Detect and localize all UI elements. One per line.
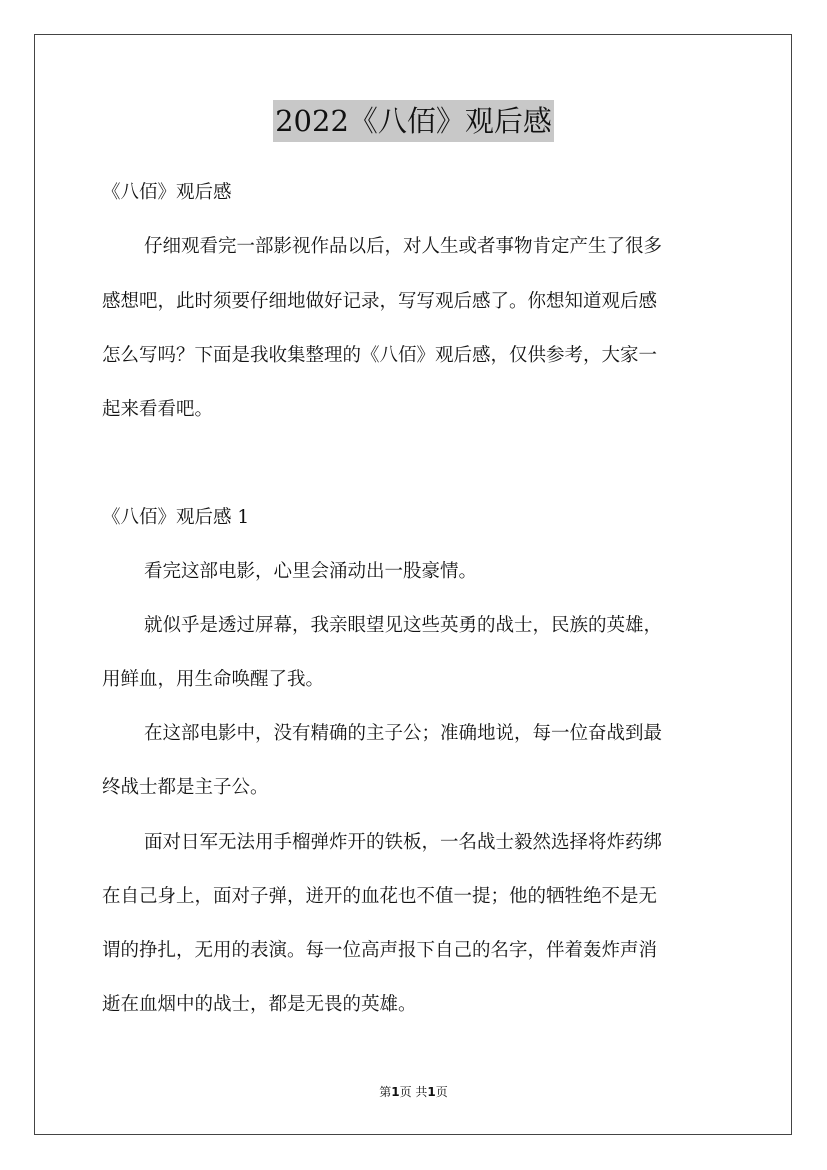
footer-page-total: 1 xyxy=(427,1085,436,1099)
paragraph-line: 谓的挣扎，无用的表演。每一位高声报下自己的名字，伴着轰炸声消 xyxy=(102,940,658,961)
paragraph-line: 终战士都是主子公。 xyxy=(102,777,269,798)
paragraph-line: 就似乎是透过屏幕，我亲眼望见这些英勇的战士，民族的英雄， xyxy=(144,615,663,636)
footer-prefix: 第 xyxy=(379,1085,392,1099)
title-container xyxy=(0,100,827,142)
section-heading: 《八佰》观后感 1 xyxy=(102,507,250,528)
page-footer xyxy=(0,1083,827,1100)
paragraph-line: 逝在血烟中的战士，都是无畏的英雄。 xyxy=(102,994,417,1015)
paragraph-line: 面对日军无法用手榴弹炸开的铁板，一名战士毅然选择将炸药绑 xyxy=(144,832,663,853)
paragraph-line: 在自己身上，面对子弹，迸开的血花也不值一提；他的牺牲绝不是无 xyxy=(102,886,658,907)
paragraph-line: 感想吧，此时须要仔细地做好记录，写写观后感了。你想知道观后感 xyxy=(102,291,658,312)
paragraph-line: 仔细观看完一部影视作品以后，对人生或者事物肯定产生了很多 xyxy=(144,236,663,257)
paragraph-line: 怎么写吗？下面是我收集整理的《八佰》观后感，仅供参考，大家一 xyxy=(102,345,658,366)
footer-page-number: 1 xyxy=(391,1085,400,1099)
paragraph-line: 看完这部电影，心里会涌动出一股豪情。 xyxy=(144,561,478,582)
paragraph-line: 起来看看吧。 xyxy=(102,399,214,420)
footer-middle: 页 共 xyxy=(399,1085,428,1099)
footer-suffix: 页 xyxy=(435,1085,448,1099)
paragraph-line: 在这部电影中，没有精确的主子公；准确地说，每一位奋战到最 xyxy=(144,723,663,744)
paragraph-line: 用鲜血，用生命唤醒了我。 xyxy=(102,669,325,690)
section-heading: 《八佰》观后感 xyxy=(102,182,232,203)
document-title: 2022《八佰》观后感 xyxy=(273,100,554,142)
